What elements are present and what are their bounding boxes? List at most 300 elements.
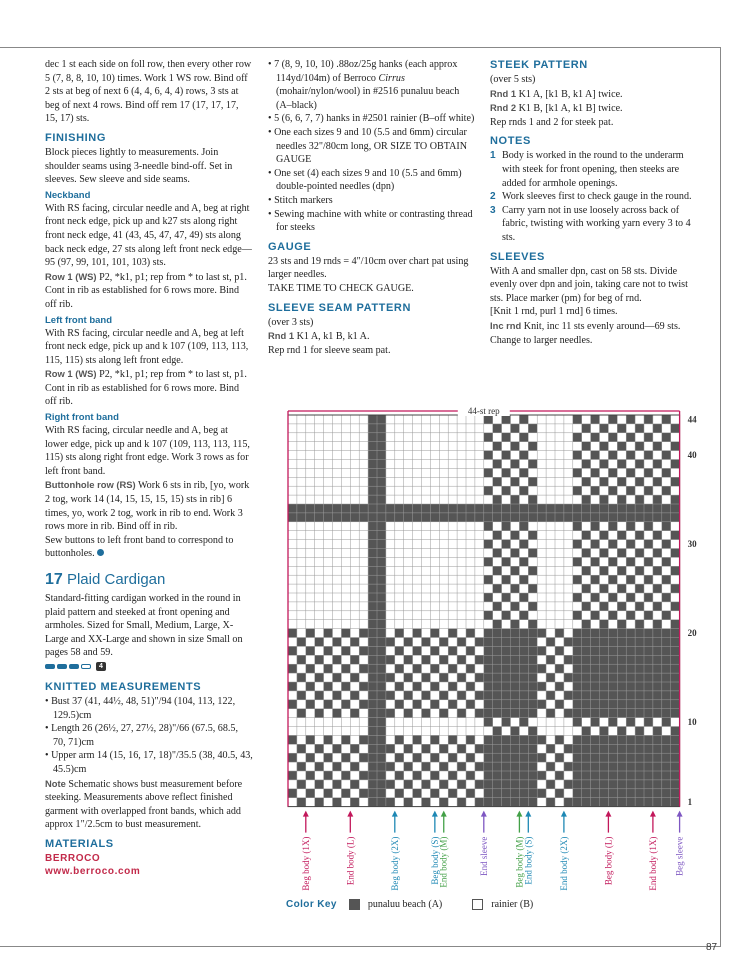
chart-cell — [546, 780, 555, 789]
chart-cell — [288, 753, 297, 762]
chart-cell — [546, 673, 555, 682]
chart-cell — [493, 602, 502, 611]
measurement-bust: Bust 37 (41, 44½, 48, 51)"/94 (104, 113, 122, 129.5)cm — [51, 695, 236, 721]
list-item: • One set (4) each sizes 9 and 10 (5.5 and 6mm) double-pointed needles (dpn) — [268, 167, 462, 193]
row-number: 30 — [687, 539, 697, 550]
chart-cell — [484, 468, 493, 477]
chart-cell — [591, 753, 600, 762]
chart-cell — [528, 504, 537, 513]
chart-cell — [359, 629, 368, 638]
chart-cell — [341, 789, 350, 798]
chart-cell — [395, 753, 404, 762]
chart-cell — [519, 486, 528, 495]
chart-cell — [493, 638, 502, 647]
chart-cell — [671, 691, 680, 700]
chart-cell — [430, 700, 439, 709]
chart-cell — [519, 798, 528, 807]
chart-cell — [635, 789, 644, 798]
brand-url[interactable]: www.berroco.com — [45, 865, 141, 877]
chart-cell — [626, 522, 635, 531]
chart-cell — [413, 646, 422, 655]
chart-cell — [493, 629, 502, 638]
chart-cell — [333, 798, 342, 807]
chart-cell — [653, 513, 662, 522]
chart-cell — [582, 638, 591, 647]
chart-cell — [457, 762, 466, 771]
chart-cell — [546, 744, 555, 753]
chart-cell — [635, 735, 644, 744]
chart-cell — [350, 673, 359, 682]
chart-cell — [484, 682, 493, 691]
chart-cell — [600, 602, 609, 611]
chart-cell — [493, 789, 502, 798]
chart-cell — [493, 504, 502, 513]
chart-cell — [626, 700, 635, 709]
chart-cell — [644, 451, 653, 460]
chart-cell — [635, 780, 644, 789]
chart-cell — [439, 709, 448, 718]
chart-cell — [626, 789, 635, 798]
chart-cell — [626, 735, 635, 744]
chart-cell — [573, 655, 582, 664]
chart-cell — [573, 700, 582, 709]
chart-cell — [653, 460, 662, 469]
page-number: 87 — [706, 942, 718, 953]
chart-cell — [448, 629, 457, 638]
chart-cell — [555, 753, 564, 762]
chart-cell — [484, 540, 493, 549]
chart-cell — [422, 655, 431, 664]
chart-cell — [377, 575, 386, 584]
chart-cell — [546, 762, 555, 771]
chart-cell — [635, 798, 644, 807]
chart-cell — [502, 709, 511, 718]
chart-cell — [608, 522, 617, 531]
steek-rnd-2-label: Rnd 2 — [490, 102, 517, 114]
chart-cell — [537, 504, 546, 513]
chart-cell — [493, 477, 502, 486]
chart-cell — [297, 513, 306, 522]
marker-label: Beg body (1X) — [300, 836, 311, 891]
chart-cell — [413, 504, 422, 513]
marker-arrow-icon — [525, 811, 531, 817]
chart-cell — [439, 655, 448, 664]
steek-rnd-1-text: K1 A, [k1 B, k1 A] twice. — [516, 88, 623, 100]
chart-cell — [573, 771, 582, 780]
chart-cell — [617, 620, 626, 629]
marker-arrow-icon — [481, 811, 487, 817]
chart-cell — [635, 477, 644, 486]
chart-cell — [368, 691, 377, 700]
chart-cell — [519, 682, 528, 691]
finishing-text: Block pieces lightly to measurements. Join shoulder seams using 3-needle bind-off. Set in sleeves. Sew sleeve and side seams. — [45, 146, 233, 186]
chart-cell — [333, 513, 342, 522]
chart-cell — [377, 584, 386, 593]
chart-cell — [430, 664, 439, 673]
chart-cell — [528, 727, 537, 736]
chart-cell — [644, 638, 653, 647]
column-2 — [268, 58, 476, 357]
chart-cell — [600, 584, 609, 593]
chart-cell — [608, 513, 617, 522]
chart-cell — [617, 513, 626, 522]
chart-cell — [546, 655, 555, 664]
chart-cell — [528, 566, 537, 575]
chart-cell — [591, 638, 600, 647]
chart-cell — [368, 460, 377, 469]
chart-cell — [582, 629, 591, 638]
chart-cell — [377, 673, 386, 682]
chart-cell — [564, 655, 573, 664]
chart-cell — [537, 700, 546, 709]
chart-cell — [502, 646, 511, 655]
chart-cell — [341, 771, 350, 780]
chart-cell — [502, 557, 511, 566]
chart-cell — [626, 780, 635, 789]
chart-cell — [457, 673, 466, 682]
chart-cell — [359, 504, 368, 513]
chart-cell — [377, 744, 386, 753]
chart-cell — [644, 593, 653, 602]
chart-cell — [324, 513, 333, 522]
chart-cell — [564, 780, 573, 789]
chart-cell — [341, 664, 350, 673]
chart-cell — [466, 504, 475, 513]
chart-cell — [439, 638, 448, 647]
chart-cell — [528, 780, 537, 789]
chart-cell — [528, 691, 537, 700]
chart-cell — [582, 664, 591, 673]
list-item: • Stitch markers — [268, 194, 333, 206]
chart-cell — [511, 789, 520, 798]
chart-cell — [315, 513, 324, 522]
chart-cell — [484, 433, 493, 442]
chart-cell — [653, 629, 662, 638]
list-item: • 7 (8, 9, 10, 10) .88oz/25g hanks (each approx 114yd/104m) of Berroco Cirrus (mohair/nylon/wool) in #2516 punaluu beach (A–black) — [268, 59, 460, 111]
chart-cell — [430, 513, 439, 522]
chart-cell — [564, 691, 573, 700]
chart-cell — [608, 664, 617, 673]
chart-cell — [502, 433, 511, 442]
chart-cell — [671, 646, 680, 655]
chart-cell — [644, 798, 653, 807]
chart-cell — [644, 575, 653, 584]
chart-cell — [564, 513, 573, 522]
chart-cell — [573, 451, 582, 460]
chart-cell — [662, 522, 671, 531]
chart-cell — [573, 780, 582, 789]
chart-cell — [511, 762, 520, 771]
chart-cell — [377, 638, 386, 647]
chart-cell — [493, 753, 502, 762]
chart-cell — [626, 798, 635, 807]
chart-cell — [582, 744, 591, 753]
chart-cell — [653, 691, 662, 700]
chart-cell — [413, 735, 422, 744]
chart-cell — [600, 638, 609, 647]
chart-cell — [608, 798, 617, 807]
chart-cell — [573, 753, 582, 762]
chart-cell — [617, 753, 626, 762]
chart-cell — [502, 451, 511, 460]
chart-cell — [671, 762, 680, 771]
chart-cell — [671, 727, 680, 736]
chart-cell — [484, 611, 493, 620]
neckband-row-text: P2, *k1, p1; rep from * to last st, p1. Cont in rib as established for 6 rows more. Bind off rib. — [45, 271, 247, 310]
chart-cell — [368, 549, 377, 558]
chart-cell — [528, 700, 537, 709]
chart-cell — [333, 691, 342, 700]
chart-cell — [608, 789, 617, 798]
chart-cell — [306, 629, 315, 638]
chart-cell — [644, 664, 653, 673]
chart-cell — [582, 762, 591, 771]
chart-cell — [662, 504, 671, 513]
chart-cell — [502, 540, 511, 549]
chart-cell — [288, 771, 297, 780]
chart-cell — [368, 486, 377, 495]
chart-cell — [368, 557, 377, 566]
chart-cell — [519, 557, 528, 566]
chart-cell — [324, 646, 333, 655]
chart-cell — [635, 664, 644, 673]
chart-cell — [528, 646, 537, 655]
intro-text: dec 1 st each side on foll row, then every other row 5 (7, 8, 8, 10, 10) times. Work 1 WS row. Bind off 2 sts at beg of next 6 (4, 4, 6, 4, 4) rows, 3 sts at beg of next 4 rows. Bind off rem 17 (17, 17, 17, 15, 17) sts. — [45, 59, 252, 125]
chart-cell — [511, 682, 520, 691]
chart-cell — [591, 486, 600, 495]
chart-cell — [582, 682, 591, 691]
list-item: • Upper arm 14 (15, 16, 17, 18)"/35.5 (38, 40.5, 43, 45.5)cm — [45, 750, 253, 775]
chart-cell — [306, 646, 315, 655]
chart-cell — [341, 700, 350, 709]
chart-cell — [546, 638, 555, 647]
chart-cell — [502, 638, 511, 647]
chart-cell — [333, 762, 342, 771]
chart-cell — [653, 789, 662, 798]
chart-cell — [662, 468, 671, 477]
chart-cell — [644, 522, 653, 531]
chart-cell — [511, 629, 520, 638]
chart-cell — [564, 504, 573, 513]
color-key — [286, 899, 563, 910]
neckband-heading: Neckband — [45, 189, 91, 201]
chart-cell — [662, 486, 671, 495]
chart-cell — [644, 673, 653, 682]
gauge-heading: GAUGE — [268, 240, 312, 253]
left-front-band-row-text: P2, *k1, p1; rep from * to last st, p1. Cont in rib as established for 6 rows more. Bind off rib. — [45, 369, 247, 408]
chart-cell — [511, 700, 520, 709]
chart-cell — [297, 798, 306, 807]
chart-cell — [377, 789, 386, 798]
chart-cell — [528, 735, 537, 744]
chart-cell — [671, 460, 680, 469]
chart-cell — [502, 691, 511, 700]
chart-cell — [315, 744, 324, 753]
chart-cell — [662, 789, 671, 798]
chart-cell — [582, 700, 591, 709]
chart-cell — [671, 744, 680, 753]
chart-cell — [519, 655, 528, 664]
chart-cell — [600, 513, 609, 522]
chart-cell — [617, 566, 626, 575]
chart-cell — [546, 504, 555, 513]
chart-cell — [626, 433, 635, 442]
chart-cell — [377, 780, 386, 789]
chart-cell — [484, 735, 493, 744]
chart-cell — [591, 522, 600, 531]
chart-cell — [662, 780, 671, 789]
chart-cell — [502, 798, 511, 807]
chart-cell — [617, 549, 626, 558]
material-sewing-machine: Sewing machine with white or contrasting thread for steeks — [274, 208, 473, 234]
chart-cell — [519, 673, 528, 682]
sleeve-seam-rnd — [268, 329, 476, 344]
chart-cell — [493, 566, 502, 575]
chart-cell — [662, 611, 671, 620]
chart-cell — [484, 629, 493, 638]
chart-cell — [653, 735, 662, 744]
chart-cell — [573, 709, 582, 718]
chart-cell — [600, 460, 609, 469]
chart-cell — [644, 691, 653, 700]
chart-cell — [653, 504, 662, 513]
chart-cell — [537, 646, 546, 655]
chart-cell — [377, 753, 386, 762]
chart-cell — [395, 735, 404, 744]
chart-cell — [600, 504, 609, 513]
chart-cell — [350, 798, 359, 807]
chart-cell — [484, 575, 493, 584]
chart-cell — [359, 735, 368, 744]
chart-cell — [671, 664, 680, 673]
chart-cell — [430, 753, 439, 762]
chart-cell — [582, 646, 591, 655]
chart-cell — [653, 655, 662, 664]
chart-cell — [564, 744, 573, 753]
chart-cell — [644, 744, 653, 753]
chart-cell — [582, 620, 591, 629]
chart-cell — [368, 753, 377, 762]
chart-cell — [617, 460, 626, 469]
chart-cell — [493, 646, 502, 655]
chart-cell — [413, 771, 422, 780]
chart-cell — [502, 575, 511, 584]
chart-cell — [671, 424, 680, 433]
chart-cell — [377, 798, 386, 807]
chart-cell — [484, 700, 493, 709]
left-front-band-row — [45, 367, 253, 409]
chart-cell — [519, 593, 528, 602]
material-markers: Stitch markers — [274, 194, 333, 206]
chart-cell — [502, 468, 511, 477]
plaid-chart — [265, 395, 705, 900]
chart-cell — [600, 566, 609, 575]
chart-cell — [608, 735, 617, 744]
chart-cell — [662, 664, 671, 673]
chart-cell — [582, 691, 591, 700]
skill-level-indicator — [45, 662, 253, 672]
chart-cell — [582, 753, 591, 762]
color-a-label: punaluu beach (A) — [367, 899, 443, 910]
chart-cell — [662, 762, 671, 771]
chart-cell — [413, 513, 422, 522]
chart-cell — [608, 629, 617, 638]
chart-cell — [475, 673, 484, 682]
marker-arrow-icon — [392, 811, 398, 817]
chart-cell — [591, 540, 600, 549]
chart-cell — [404, 504, 413, 513]
chart-cell — [368, 451, 377, 460]
chart-cell — [662, 593, 671, 602]
chart-cell — [626, 638, 635, 647]
chart-cell — [662, 575, 671, 584]
chart-cell — [288, 646, 297, 655]
chart-cell — [555, 682, 564, 691]
chart-cell — [484, 646, 493, 655]
chart-cell — [591, 468, 600, 477]
chart-cell — [297, 762, 306, 771]
chart-cell — [582, 513, 591, 522]
right-front-band-text: With RS facing, circular needle and A, beg at lower edge, pick up and k 107 (109, 113, 113, 115, 115) sts along right front edge. Work 3 rows as for left front band. — [45, 425, 250, 477]
chart-cell — [608, 646, 617, 655]
chart-cell — [573, 762, 582, 771]
chart-cell — [653, 584, 662, 593]
chart-cell — [475, 513, 484, 522]
chart-cell — [653, 682, 662, 691]
chart-cell — [671, 629, 680, 638]
material-dpn: One set (4) each sizes 9 and 10 (5.5 and 6mm) double-pointed needles (dpn) — [274, 167, 462, 193]
chart-cell — [555, 735, 564, 744]
chart-cell — [591, 798, 600, 807]
chart-cell — [635, 620, 644, 629]
chart-cell — [422, 504, 431, 513]
chart-cell — [377, 771, 386, 780]
chart-cell — [475, 709, 484, 718]
note-text: Body is worked in the round to the underarm with steek for front opening, then steeks are added for armhole openings. — [502, 150, 684, 189]
chart-cell — [608, 575, 617, 584]
chart-cell — [430, 646, 439, 655]
chart-cell — [350, 762, 359, 771]
chart-cell — [591, 735, 600, 744]
chart-cell — [653, 744, 662, 753]
chart-cell — [653, 638, 662, 647]
chart-cell — [511, 602, 520, 611]
chart-cell — [511, 460, 520, 469]
chart-cell — [537, 664, 546, 673]
chart-cell — [457, 780, 466, 789]
chart-cell — [617, 504, 626, 513]
chart-cell — [422, 798, 431, 807]
chart-cell — [600, 655, 609, 664]
chart-cell — [671, 495, 680, 504]
chart-cell — [315, 709, 324, 718]
buttonhole-row — [45, 478, 253, 533]
chart-cell — [315, 762, 324, 771]
chart-cell — [653, 673, 662, 682]
chart-cell — [635, 549, 644, 558]
chart-cell — [475, 780, 484, 789]
chart-cell — [635, 424, 644, 433]
list-item — [490, 190, 700, 204]
chart-cell — [555, 504, 564, 513]
chart-cell — [662, 771, 671, 780]
chart-cell — [368, 664, 377, 673]
chart-cell — [608, 557, 617, 566]
chart-cell — [537, 789, 546, 798]
chart-cell — [582, 709, 591, 718]
chart-cell — [306, 735, 315, 744]
chart-cell — [493, 744, 502, 753]
